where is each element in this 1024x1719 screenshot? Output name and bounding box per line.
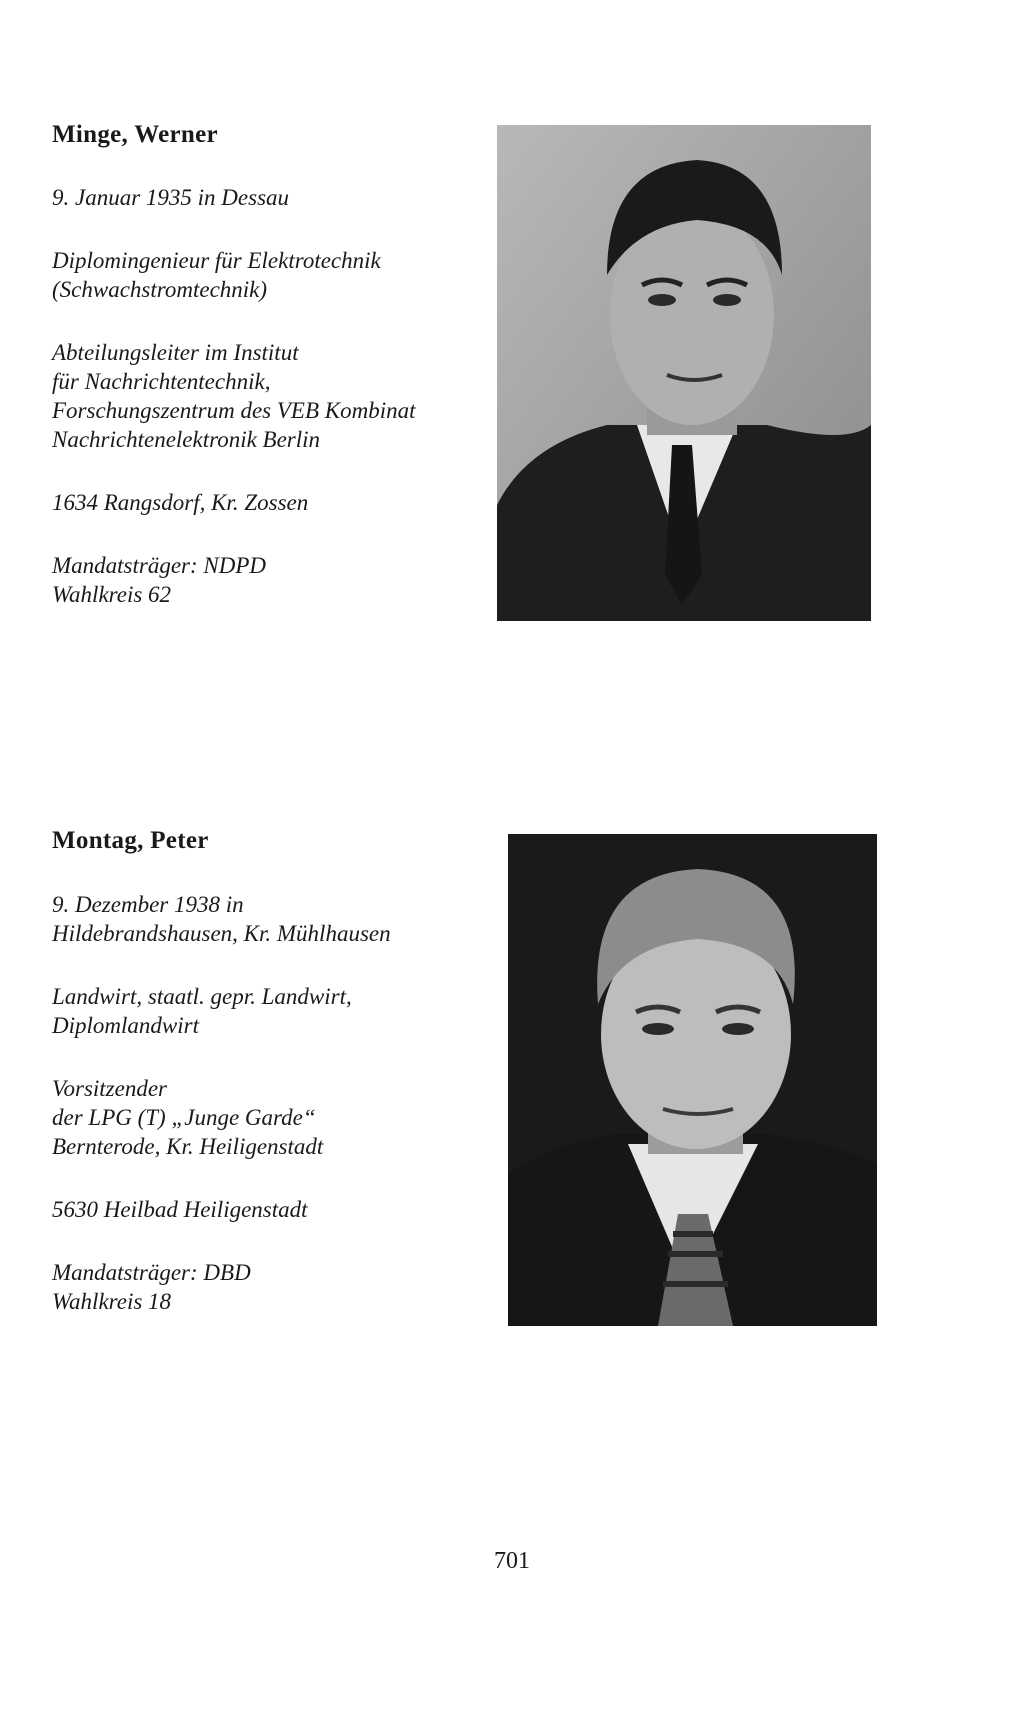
profession-line: (Schwachstromtechnik) (52, 277, 268, 302)
position-line: Nachrichtenelektronik Berlin (52, 427, 321, 452)
birth-line: 9. Januar 1935 in Dessau (52, 185, 290, 210)
entry-name: Montag, Peter (52, 827, 209, 854)
address-line: 5630 Heilbad Heiligenstadt (52, 1197, 308, 1222)
position-line: Vorsitzender (52, 1076, 167, 1101)
profession-line: Diplomingenieur für Elektrotechnik (52, 248, 381, 273)
profession-line: Diplomlandwirt (52, 1013, 199, 1038)
mandate-line: Mandatsträger: NDPD (52, 553, 267, 578)
position-line: Forschungszentrum des VEB Kombinat (52, 398, 416, 423)
mandate-line: Mandatsträger: DBD (52, 1260, 251, 1285)
page-number: 701 (494, 1548, 530, 1574)
mandate-line: Wahlkreis 62 (52, 582, 172, 607)
position-line: Bernterode, Kr. Heiligenstadt (52, 1134, 324, 1159)
birth-line: Hildebrandshausen, Kr. Mühlhausen (52, 921, 391, 946)
position-line: Abteilungsleiter im Institut (52, 340, 299, 365)
position-line: für Nachrichtentechnik, (52, 369, 271, 394)
position-line: der LPG (T) „Junge Garde“ (52, 1105, 316, 1130)
mandate-line: Wahlkreis 18 (52, 1289, 172, 1314)
portrait-photo (497, 125, 871, 621)
birth-line: 9. Dezember 1938 in (52, 892, 244, 917)
profession-line: Landwirt, staatl. gepr. Landwirt, (52, 984, 352, 1009)
portrait-photo (508, 834, 877, 1326)
address-line: 1634 Rangsdorf, Kr. Zossen (52, 490, 309, 515)
portrait-photo-graphic (508, 834, 877, 1326)
portrait-photo-graphic (497, 125, 871, 621)
entry-name: Minge, Werner (52, 121, 218, 148)
